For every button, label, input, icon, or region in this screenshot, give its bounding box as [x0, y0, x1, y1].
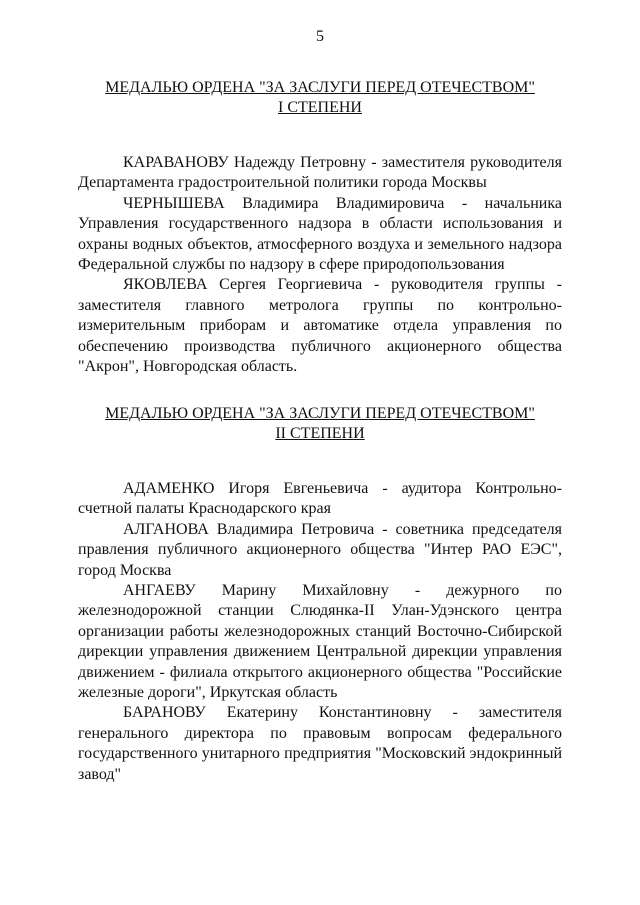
awardee-entry — [78, 275, 562, 377]
awardee-entry — [78, 479, 562, 520]
section-heading-line2: I СТЕПЕНИ — [278, 99, 362, 116]
awardee-position: - руководителя группы - заместителя главного метролога группы по контрольно-измерительным приборам и автоматике отдела управления по обеспечению производства публичного акционерного общества "Акрон", Новгородская область. — [78, 276, 563, 376]
awardee-list — [78, 153, 562, 377]
award-section-first-degree — [78, 78, 562, 377]
awardee-entry — [78, 520, 562, 581]
awardee-name: ЯКОВЛЕВА Сергея Георгиевича — [123, 276, 363, 294]
awardee-entry — [78, 581, 562, 703]
awardee-name: КАРАВАНОВУ Надежду Петровну — [123, 154, 367, 171]
awardee-name: АНГАЕВУ Марину Михайловну — [123, 582, 389, 600]
awardee-name: ЧЕРНЫШЕВА Владимира Владимировича — [123, 194, 445, 212]
awardee-entry — [78, 194, 562, 276]
awardee-list — [78, 479, 562, 785]
page-number: 5 — [316, 28, 324, 45]
awardee-position: - заместителя генерального директора по правовым вопросам федерального государственного унитарного предприятия "Московский эндокринный завод" — [78, 704, 562, 783]
section-heading — [78, 78, 562, 118]
awardee-name: БАРАНОВУ Екатерину Константиновну — [123, 704, 432, 722]
awardee-position: - заместителя руководителя Департамента градостроительной политики города Москвы — [78, 154, 562, 192]
awardee-position: - начальника Управления государственного надзора в области использования и охраны водных объектов, атмосферного воздуха и земельного надзора Федеральной службы по надзору в сфере природопользования — [78, 194, 562, 274]
section-heading-line2: II СТЕПЕНИ — [275, 425, 365, 442]
award-section-second-degree — [78, 404, 562, 785]
section-heading-line1: МЕДАЛЬЮ ОРДЕНА "ЗА ЗАСЛУГИ ПЕРЕД ОТЕЧЕСТВОМ" — [105, 79, 535, 96]
awardee-name: АДАМЕНКО Игоря Евгеньевича — [123, 480, 369, 497]
awardee-position: - советника председателя правления публичного акционерного общества "Интер РАО ЕЭС", город Москва — [78, 520, 563, 579]
section-heading — [78, 404, 562, 444]
awardee-position: - дежурного по железнодорожной станции Слюдянка-II Улан-Удэнского центра организации работы железнодорожных станций Восточно-Сибирской дирекции управления движением Центральной дирекции управления движением - филиала открытого акционерного общества "Российские железные дороги", Иркутская область — [78, 582, 562, 702]
awardee-entry — [78, 153, 562, 194]
awardee-entry — [78, 703, 562, 785]
awardee-name: АЛГАНОВА Владимира Петровича — [123, 520, 375, 538]
section-heading-line1: МЕДАЛЬЮ ОРДЕНА "ЗА ЗАСЛУГИ ПЕРЕД ОТЕЧЕСТВОМ" — [105, 405, 535, 422]
awardee-position: - аудитора Контрольно-счетной палаты Краснодарского края — [78, 480, 563, 518]
